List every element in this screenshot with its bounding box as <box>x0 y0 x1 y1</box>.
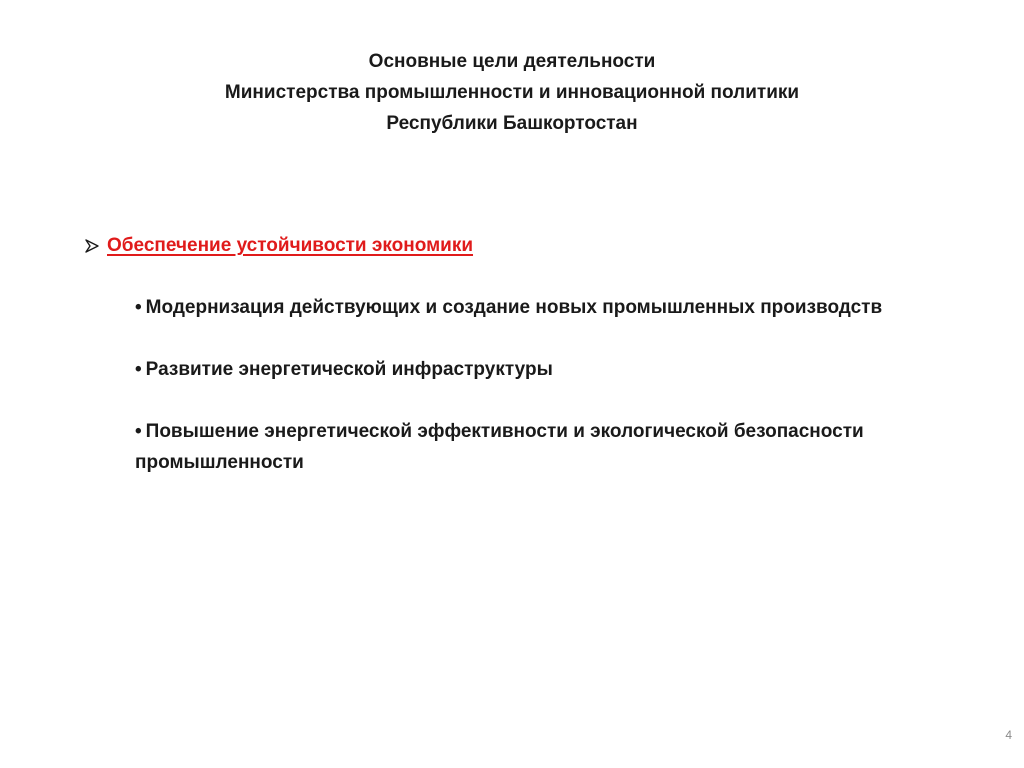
title-line-1: Основные цели деятельности <box>368 51 656 72</box>
list-item <box>135 354 895 385</box>
section-heading-text: Обеспечение устойчивости экономики <box>107 235 474 256</box>
bullet-dot: • <box>135 297 142 318</box>
section-heading <box>84 232 944 260</box>
bullet-text: Модернизация действующих и создание новых промышленных производств <box>145 297 883 318</box>
arrow-bullet-icon <box>84 238 100 254</box>
page-number: 4 <box>1005 728 1012 742</box>
page-title <box>0 46 1024 139</box>
bullet-dot: • <box>135 421 142 442</box>
goal-section <box>84 232 944 260</box>
list-item <box>135 416 895 478</box>
title-line-2: Министерства промышленности и инновационной политики <box>224 82 800 103</box>
bullet-dot: • <box>135 359 142 380</box>
bullet-list <box>135 292 895 509</box>
list-item <box>135 292 895 323</box>
title-line-3: Республики Башкортостан <box>386 113 638 134</box>
bullet-text: Развитие энергетической инфраструктуры <box>145 359 553 380</box>
bullet-text: Повышение энергетической эффективности и экологической безопасности промышленности <box>135 421 864 473</box>
